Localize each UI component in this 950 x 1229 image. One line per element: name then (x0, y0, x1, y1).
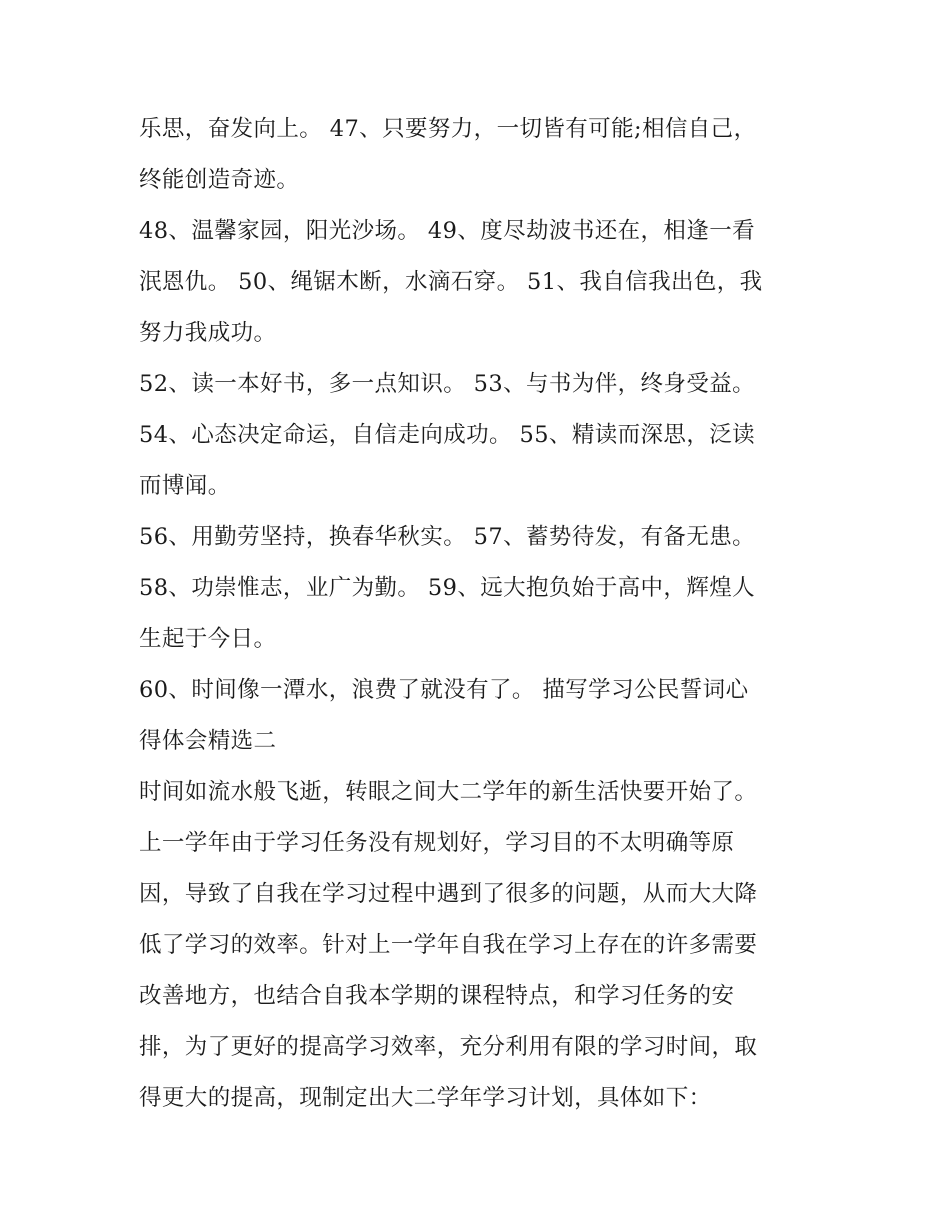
text-line: 努力我成功。 (139, 320, 277, 346)
text-line: 低了学习的效率。针对上一学年自我在学习上存在的许多需要 (139, 932, 758, 958)
document-body (139, 104, 829, 1124)
text-line: 得体会精选二 (139, 728, 277, 754)
text-line: 58、功崇惟志，业广为勤。 59、远大抱负始于高中，辉煌人 (139, 575, 756, 601)
text-line: 48、温馨家园，阳光沙场。 49、度尽劫波书还在，相逢一看 (139, 218, 756, 244)
text-line: 得更大的提高，现制定出大二学年学习计划，具体如下： (139, 1085, 712, 1111)
text-line: 泯恩仇。 50、绳锯木断，水滴石穿。 51、我自信我出色，我 (139, 269, 763, 295)
text-line: 上一学年由于学习任务没有规划好，学习目的不太明确等原 (139, 830, 735, 856)
text-line: 时间如流水般飞逝，转眼之间大二学年的新生活快要开始了。 (139, 779, 758, 805)
text-line: 54、心态决定命运，自信走向成功。 55、精读而深思，泛读 (139, 422, 756, 448)
text-line: 排，为了更好的提高学习效率，充分利用有限的学习时间，取 (139, 1034, 758, 1060)
text-line: 60、时间像一潭水，浪费了就没有了。 描写学习公民誓词心 (139, 677, 749, 703)
text-line: 生起于今日。 (139, 626, 277, 652)
text-line: 乐思，奋发向上。 47、只要努力，一切皆有可能;相信自己， (139, 116, 757, 142)
text-line: 56、用勤劳坚持，换春华秋实。 57、蓄势待发，有备无患。 (139, 524, 756, 550)
text-line: 52、读一本好书，多一点知识。 53、与书为伴，终身受益。 (139, 371, 756, 397)
text-line: 终能创造奇迹。 (139, 167, 300, 193)
text-line: 因，导致了自我在学习过程中遇到了很多的问题，从而大大降 (139, 881, 758, 907)
text-line: 而博闻。 (139, 473, 231, 499)
text-line: 改善地方，也结合自我本学期的课程特点，和学习任务的安 (139, 983, 735, 1009)
